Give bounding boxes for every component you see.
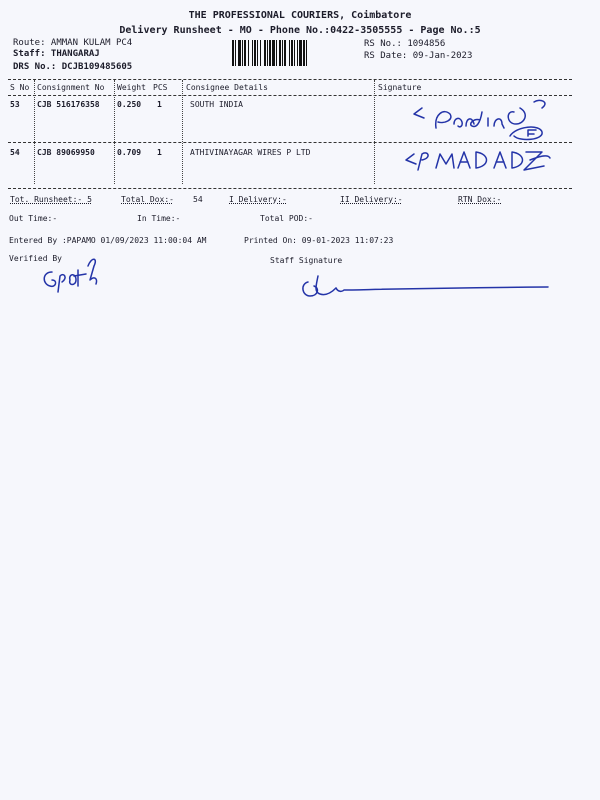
row-consignee: SOUTH INDIA: [190, 100, 243, 109]
row-pcs: 1: [157, 100, 162, 109]
barcode: [232, 40, 358, 66]
staff-signature-label: Staff Signature: [270, 256, 343, 265]
second-delivery: II Delivery:-: [340, 195, 403, 204]
table-bottom-rule: [8, 188, 572, 189]
row-weight: 0.709: [117, 148, 142, 157]
row-consignee: ATHIVINAYAGAR WIRES P LTD: [190, 148, 311, 157]
row-weight: 0.250: [117, 100, 142, 109]
rs-number: RS No.: 1094856: [364, 39, 446, 49]
table-top-rule: [8, 79, 572, 80]
runsheet-title: Delivery Runsheet - MO - Phone No.:0422-3505555 - Page No.:5: [119, 25, 481, 36]
staff-label: Staff: THANGARAJ: [13, 49, 100, 59]
col-header-consignment: Consignment No: [37, 83, 105, 92]
row-consignment: CJB 516176358: [37, 100, 100, 109]
out-time: Out Time:-: [9, 214, 58, 223]
drs-number: DRS No.: DCJB109485605: [13, 62, 133, 72]
signature-row-53: [410, 96, 560, 142]
row-sno: 53: [10, 100, 20, 109]
first-delivery: I Delivery:-: [229, 195, 287, 204]
col-header-sno: S No: [10, 83, 30, 92]
entered-by: Entered By :PAPAMO 01/09/2023 11:00:04 AM: [9, 236, 207, 245]
col-sep: [34, 80, 35, 184]
row-pcs: 1: [157, 148, 162, 157]
rs-date: RS Date: 09-Jan-2023: [364, 51, 473, 61]
row-sno: 54: [10, 148, 20, 157]
verified-by-label: Verified By: [9, 254, 62, 263]
total-pod: Total POD:-: [260, 214, 313, 223]
in-time: In Time:-: [137, 214, 181, 223]
verified-by-signature: [38, 250, 108, 300]
total-runsheet: Tot. Runsheet:- 5: [10, 195, 92, 204]
col-sep: [182, 80, 183, 184]
col-sep: [374, 80, 375, 184]
rtn-dox: RTN Dox:-: [458, 195, 502, 204]
staff-signature: [298, 262, 558, 302]
total-dox-label: Total Dox:-: [121, 195, 174, 204]
route-label: Route: AMMAN KULAM PC4: [13, 38, 133, 48]
signature-row-54: [400, 140, 560, 180]
row-consignment: CJB 89069950: [37, 148, 95, 157]
total-dox-value: 54: [193, 195, 203, 204]
col-header-signature: Signature: [378, 83, 422, 92]
col-sep: [114, 80, 115, 184]
printed-on: Printed On: 09-01-2023 11:07:23: [244, 236, 394, 245]
col-header-consignee: Consignee Details: [186, 83, 268, 92]
company-name: THE PROFESSIONAL COURIERS, Coimbatore: [188, 10, 412, 21]
col-header-pcs: PCS: [153, 83, 168, 92]
col-header-weight: Weight: [117, 83, 146, 92]
